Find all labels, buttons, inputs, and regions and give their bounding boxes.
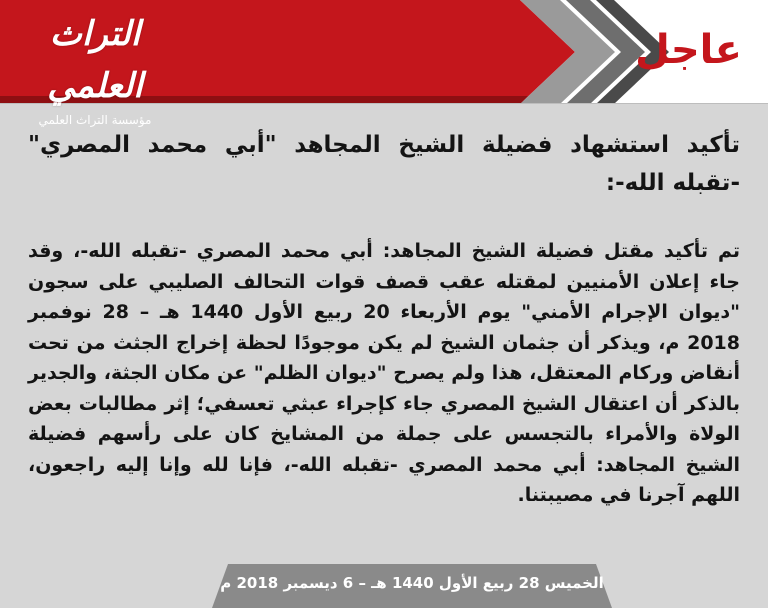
logo-subtitle: مؤسسة التراث العلمي [38,113,152,127]
article-headline: تأكيد استشهاد فضيلة الشيخ المجاهد "أبي محمد المصري" -تقبله الله-: [28,132,740,196]
header-banner [0,0,768,127]
footer-date-banner [212,564,612,608]
logo [20,8,170,127]
article [28,116,740,511]
footer-date: الخميس 28 ربيع الأول 1440 هـ – 6 ديسمبر 2018 م [220,574,604,592]
article-body: تم تأكيد مقتل فضيلة الشيخ المجاهد: أبي محمد المصري -تقبله الله-، وقد جاء إعلان الأمنيين لمقتله عقب قصف قوات التحالف الصليبي على سجون "ديوان الإجرام الأمني" يوم الأربعاء 20 ربيع الأول 1440 هـ – 28 نوفمبر 2018 م، ويذكر أن جثمان الشيخ لم يكن موجودًا لحظة إخراج الجثث من تحت أنقاض وركام المعتقل، هذا ولم يصرح "ديوان الظلم" عن مكان الجثة، والجدير بالذكر أن اعتقال الشيخ المصري جاء كإجراء عبثي تعسفي؛ إثر مطالبات بعض الولاة والأمراء بالتجسس على جملة من المشايخ كان على رأسهم فضيلة الشيخ المجاهد: أبي محمد المصري -تقبله الله-، فإنا لله وإنا إليه راجعون، اللهم آجرنا في مصيبتنا. [28,240,741,506]
logo-title: التراث العلمي [47,14,143,106]
breaking-label: عاجل [635,27,742,73]
